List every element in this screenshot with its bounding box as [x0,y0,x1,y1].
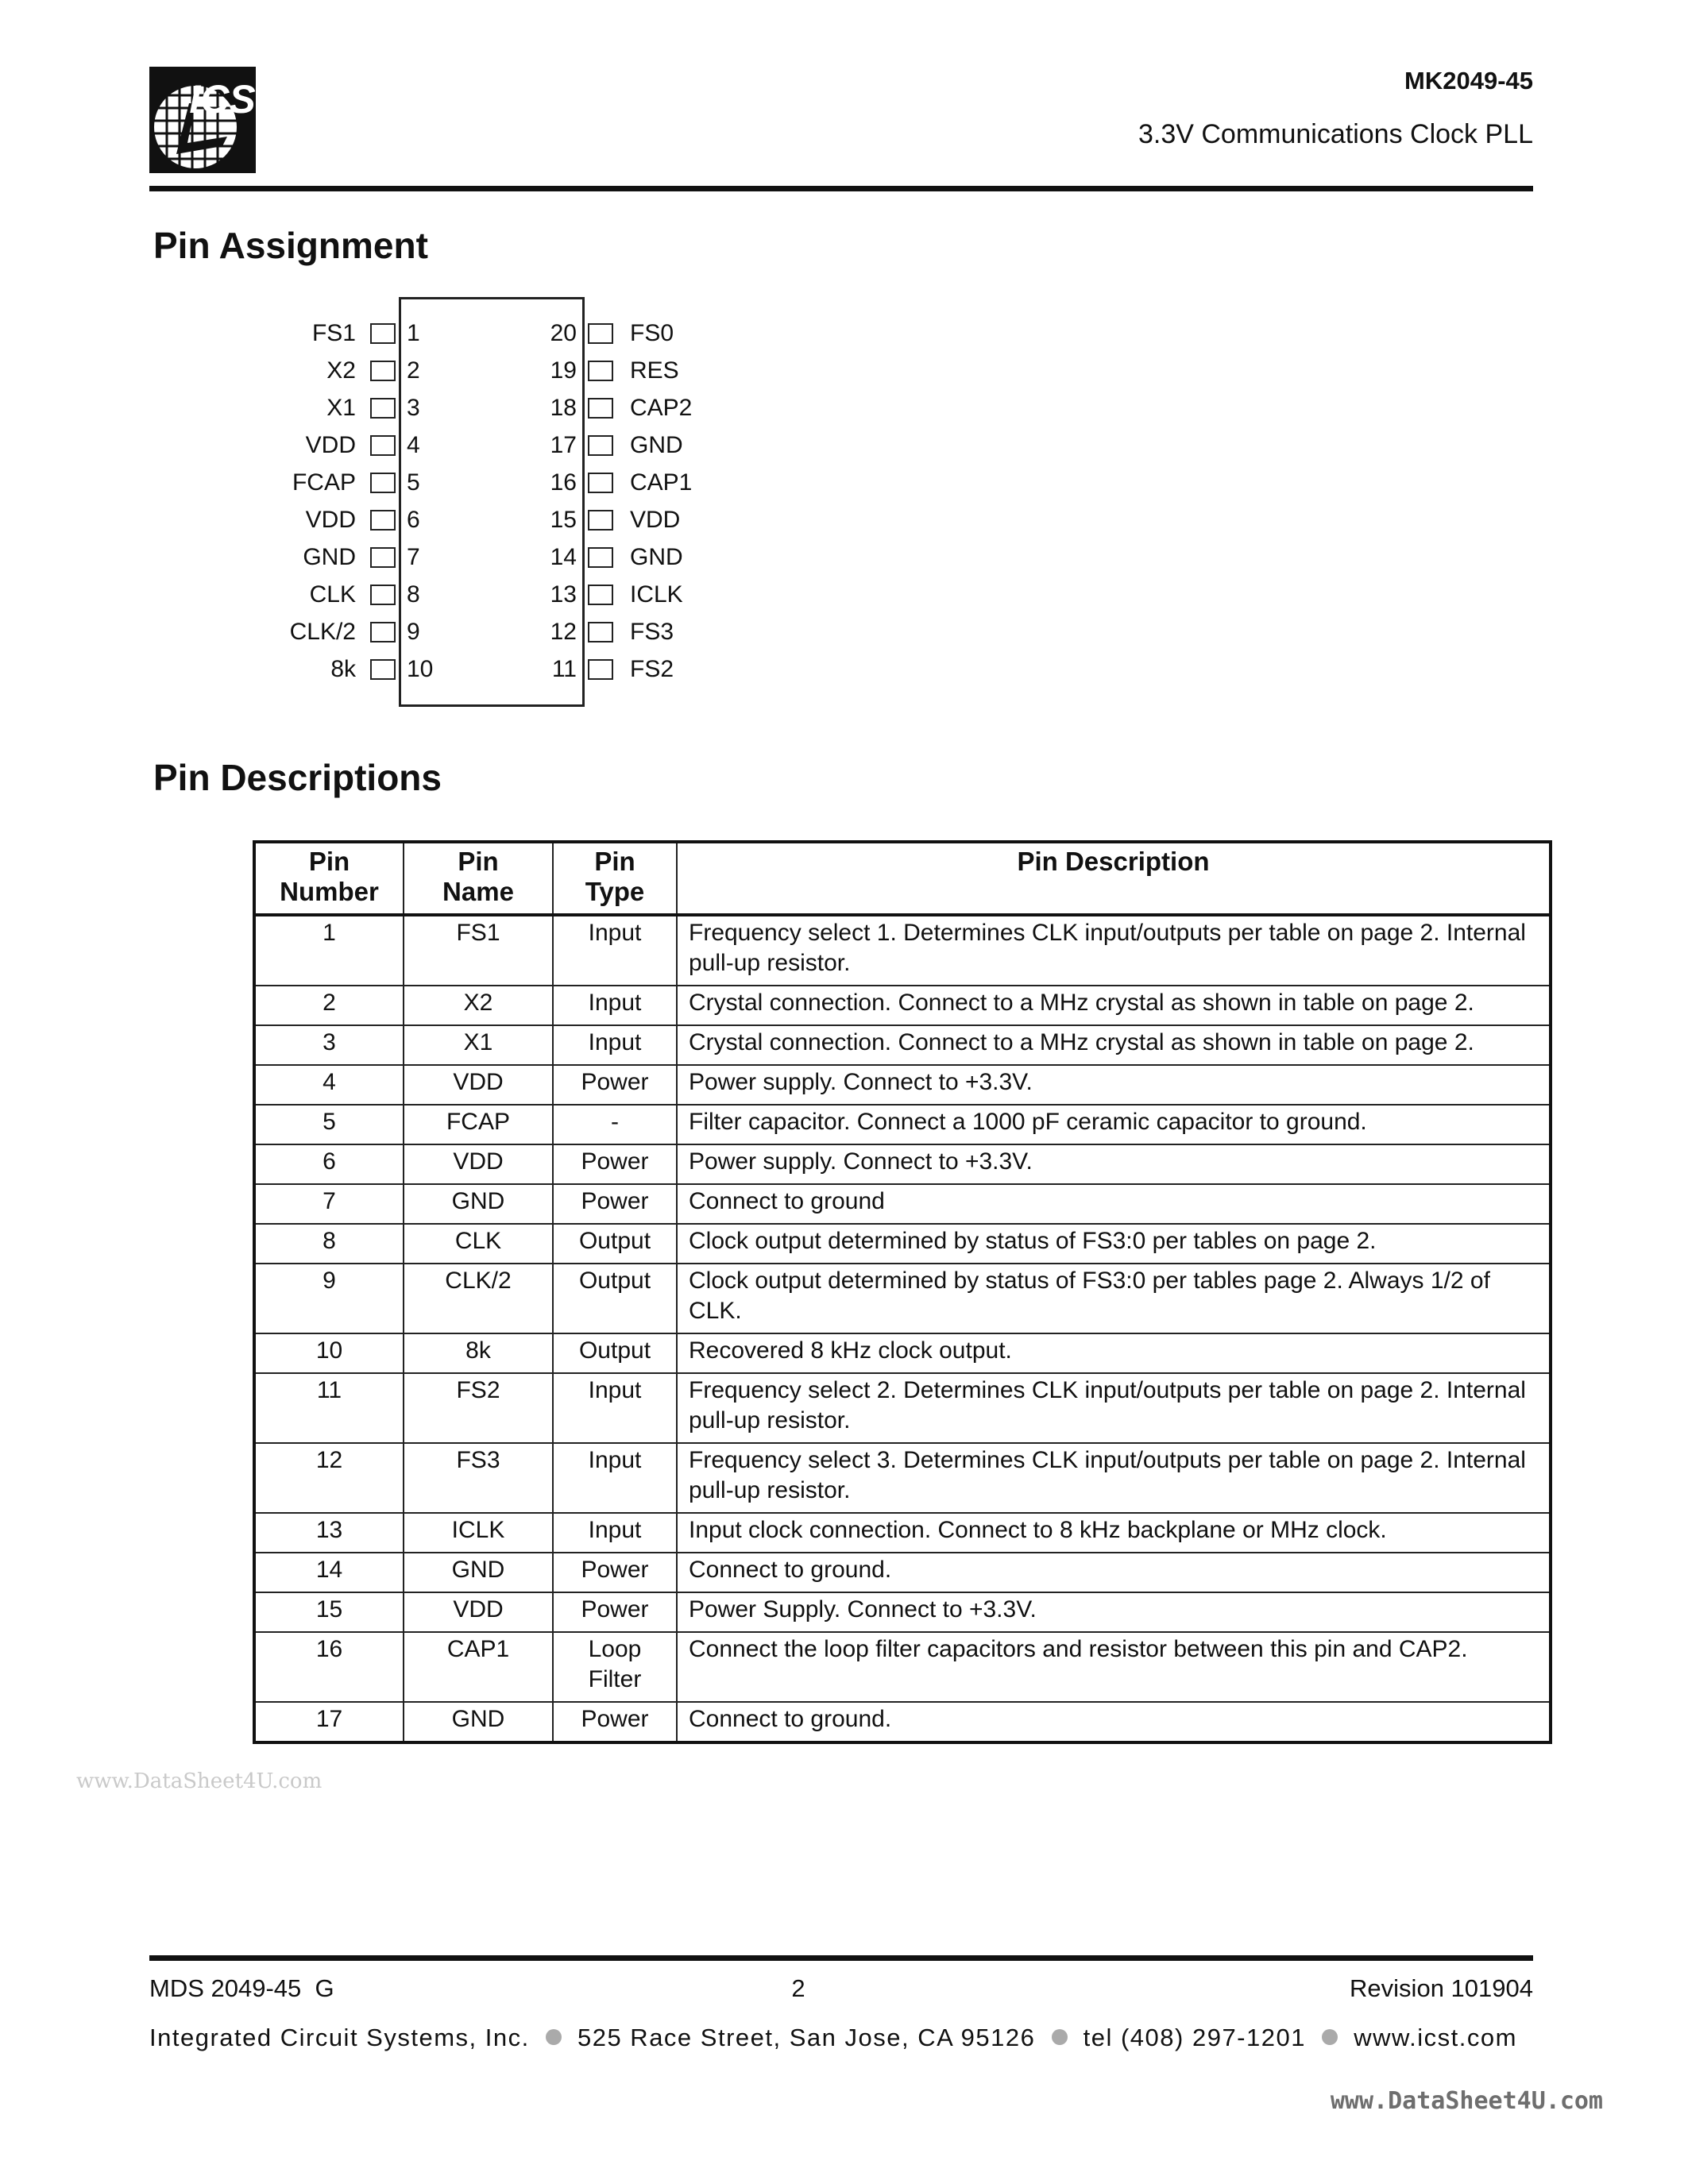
header-pin-name: Pin Name [404,842,553,915]
pin-lead-icon [588,398,613,419]
left-pin-name: VDD [305,507,356,533]
pin-description-cell: Power supply. Connect to +3.3V. [677,1144,1551,1184]
left-pin-number: 7 [407,544,420,570]
left-pin-number: 5 [407,469,420,496]
pin-name-cell: GND [404,1184,553,1224]
pin-lead-icon [588,659,613,680]
pin-type-cell: Power [553,1702,677,1742]
pin-type-cell: - [553,1105,677,1144]
pin-name-cell: CAP1 [404,1632,553,1702]
pin-descriptions-table [253,840,1552,1744]
pin-lead-icon [370,622,396,642]
pin-number-cell: 7 [254,1184,404,1224]
pin-description-cell: Power supply. Connect to +3.3V. [677,1065,1551,1105]
pin-number-cell: 1 [254,915,404,986]
header-divider [149,186,1533,191]
pin-number-cell: 12 [254,1443,404,1513]
footer-telephone: tel (408) 297-1201 [1083,2024,1306,2051]
left-pin-number: 8 [407,581,420,608]
right-pin-name: FS3 [630,619,674,645]
pin-number-cell: 11 [254,1373,404,1443]
left-pin-number: 4 [407,432,420,458]
pin-description-cell: Filter capacitor. Connect a 1000 pF ceramic capacitor to ground. [677,1105,1551,1144]
left-pin-number: 1 [407,320,420,346]
right-pin-name: FS2 [630,656,674,682]
pin-description-cell: Frequency select 2. Determines CLK input/outputs per table on page 2. Internal pull-up resistor. [677,1373,1551,1443]
pin-number-cell: 14 [254,1553,404,1592]
pin-type-cell: Power [553,1592,677,1632]
table-row [254,1702,1551,1742]
pin-name-cell: FS2 [404,1373,553,1443]
pin-lead-icon [588,361,613,381]
right-pin-number: 19 [550,357,577,384]
pin-type-cell: Power [553,1065,677,1105]
right-pin-number: 16 [550,469,577,496]
pin-type-cell: Input [553,1373,677,1443]
pin-lead-icon [370,585,396,605]
pin-description-cell: Clock output determined by status of FS3:0 per tables on page 2. [677,1224,1551,1264]
left-pin-name: X1 [326,395,356,421]
right-pin-number: 14 [550,544,577,570]
pin-lead-icon [588,435,613,456]
right-pin-number: 13 [550,581,577,608]
pin-number-cell: 8 [254,1224,404,1264]
pin-name-cell: ICLK [404,1513,553,1553]
pin-name-cell: CLK [404,1224,553,1264]
pin-type-cell: Input [553,1025,677,1065]
right-pin-name: GND [630,544,683,570]
left-pin-number: 9 [407,619,420,645]
pin-description-cell: Power Supply. Connect to +3.3V. [677,1592,1551,1632]
right-pin-name: GND [630,432,683,458]
pin-number-cell: 6 [254,1144,404,1184]
left-pin-number: 3 [407,395,420,421]
table-row [254,1592,1551,1632]
pin-name-cell: VDD [404,1065,553,1105]
left-pin-name: X2 [326,357,356,384]
header-pin-description: Pin Description [677,842,1551,915]
table-row [254,1025,1551,1065]
pin-lead-icon [588,510,613,531]
table-row [254,1144,1551,1184]
pin-lead-icon [370,659,396,680]
table-row [254,986,1551,1025]
pin-lead-icon [370,398,396,419]
left-pin-name: 8k [330,656,356,682]
pin-name-cell: FS3 [404,1443,553,1513]
pin-number-cell: 3 [254,1025,404,1065]
pin-type-cell: Output [553,1264,677,1333]
pin-description-cell: Connect to ground. [677,1553,1551,1592]
footer-divider [149,1955,1533,1961]
pin-lead-icon [588,473,613,493]
pin-number-cell: 16 [254,1632,404,1702]
pin-number-cell: 4 [254,1065,404,1105]
pin-name-cell: FS1 [404,915,553,986]
pin-number-cell: 2 [254,986,404,1025]
table-row [254,1553,1551,1592]
pin-lead-icon [588,547,613,568]
pin-description-cell: Input clock connection. Connect to 8 kHz backplane or MHz clock. [677,1513,1551,1553]
pin-name-cell: X2 [404,986,553,1025]
pin-number-cell: 13 [254,1513,404,1553]
table-row [254,1065,1551,1105]
pin-description-cell: Clock output determined by status of FS3:0 per tables page 2. Always 1/2 of CLK. [677,1264,1551,1333]
pin-lead-icon [588,622,613,642]
side-watermark: www.DataSheet4U.com [76,1769,323,1793]
left-pin-number: 10 [407,656,434,682]
logo-text: ICS [189,77,256,122]
pin-lead-icon [588,323,613,344]
pin-type-cell: Input [553,1513,677,1553]
pin-type-cell: Power [553,1553,677,1592]
pin-type-cell: Input [553,986,677,1025]
pin-description-cell: Frequency select 1. Determines CLK input/outputs per table on page 2. Internal pull-up resistor. [677,915,1551,986]
table-row [254,1333,1551,1373]
pin-lead-icon [370,323,396,344]
pin-number-cell: 9 [254,1264,404,1333]
right-pin-name: VDD [630,507,681,533]
pin-type-cell: Input [553,1443,677,1513]
right-pin-number: 12 [550,619,577,645]
right-pin-number: 18 [550,395,577,421]
pin-name-cell: GND [404,1553,553,1592]
left-pin-name: FCAP [292,469,356,496]
table-row [254,1373,1551,1443]
footer-website[interactable]: www.icst.com [1354,2024,1517,2051]
left-pin-number: 6 [407,507,420,533]
left-pin-number: 2 [407,357,420,384]
pin-type-cell: Output [553,1224,677,1264]
footer-company-info [149,2024,1517,2052]
pin-name-cell: VDD [404,1592,553,1632]
pin-description-cell: Connect to ground [677,1184,1551,1224]
table-row [254,1513,1551,1553]
pin-type-cell: Power [553,1184,677,1224]
right-pin-number: 11 [551,656,577,682]
left-pin-name: CLK [309,581,356,608]
right-pin-number: 17 [550,432,577,458]
pin-number-cell: 15 [254,1592,404,1632]
pin-name-cell: CLK/2 [404,1264,553,1333]
pin-number-cell: 5 [254,1105,404,1144]
right-pin-name: ICLK [630,581,683,608]
pin-name-cell: GND [404,1702,553,1742]
right-pin-number: 20 [550,320,577,346]
pin-description-cell: Crystal connection. Connect to a MHz crystal as shown in table on page 2. [677,986,1551,1025]
table-row [254,1632,1551,1702]
pin-lead-icon [370,473,396,493]
pin-description-cell: Connect to ground. [677,1702,1551,1742]
pin-lead-icon [588,585,613,605]
pin-type-cell: Loop Filter [553,1632,677,1702]
pin-description-cell: Connect the loop filter capacitors and resistor between this pin and CAP2. [677,1632,1551,1702]
pin-number-cell: 10 [254,1333,404,1373]
pin-number-cell: 17 [254,1702,404,1742]
left-pin-name: VDD [305,432,356,458]
right-pin-name: FS0 [630,320,674,346]
pin-descriptions-title: Pin Descriptions [153,757,442,798]
footer-company: Integrated Circuit Systems, Inc. [149,2024,530,2051]
pin-assignment-title: Pin Assignment [153,225,428,266]
pin-lead-icon [370,435,396,456]
pin-name-cell: VDD [404,1144,553,1184]
pin-type-cell: Power [553,1144,677,1184]
pin-type-cell: Output [553,1333,677,1373]
left-pin-name: FS1 [311,320,356,346]
right-pin-number: 15 [550,507,577,533]
pin-description-cell: Recovered 8 kHz clock output. [677,1333,1551,1373]
table-row [254,1264,1551,1333]
right-pin-name: CAP2 [630,395,693,421]
table-row [254,915,1551,986]
pin-description-cell: Frequency select 3. Determines CLK input/outputs per table on page 2. Internal pull-up resistor. [677,1443,1551,1513]
bullet-dot-icon [1052,2029,1068,2045]
pin-lead-icon [370,361,396,381]
bullet-dot-icon [546,2029,562,2045]
left-pin-name: GND [303,544,356,570]
footer-document-id: MDS 2049-45 G [149,1974,334,2002]
table-row [254,1224,1551,1264]
pin-name-cell: X1 [404,1025,553,1065]
document-subtitle: 3.3V Communications Clock PLL [1138,119,1533,149]
table-row [254,1443,1551,1513]
pin-type-cell: Input [553,915,677,986]
bullet-dot-icon [1322,2029,1338,2045]
header-pin-number: Pin Number [254,842,404,915]
table-row [254,1184,1551,1224]
right-pin-name: RES [630,357,679,384]
pin-name-cell: FCAP [404,1105,553,1144]
footer-address: 525 Race Street, San Jose, CA 95126 [577,2024,1036,2051]
footer-page-number: 2 [791,1974,805,2002]
pin-lead-icon [370,547,396,568]
left-pin-name: CLK/2 [289,619,356,645]
part-number: MK2049-45 [1404,67,1533,95]
right-pin-name: CAP1 [630,469,693,496]
bottom-watermark: www.DataSheet4U.com [1330,2087,1603,2115]
ics-logo [149,67,256,173]
pin-lead-icon [370,510,396,531]
pin-description-cell: Crystal connection. Connect to a MHz crystal as shown in table on page 2. [677,1025,1551,1065]
pin-name-cell: 8k [404,1333,553,1373]
footer-revision: Revision 101904 [1350,1974,1533,2002]
table-header-row [254,842,1551,915]
header-pin-type: Pin Type [553,842,677,915]
table-row [254,1105,1551,1144]
